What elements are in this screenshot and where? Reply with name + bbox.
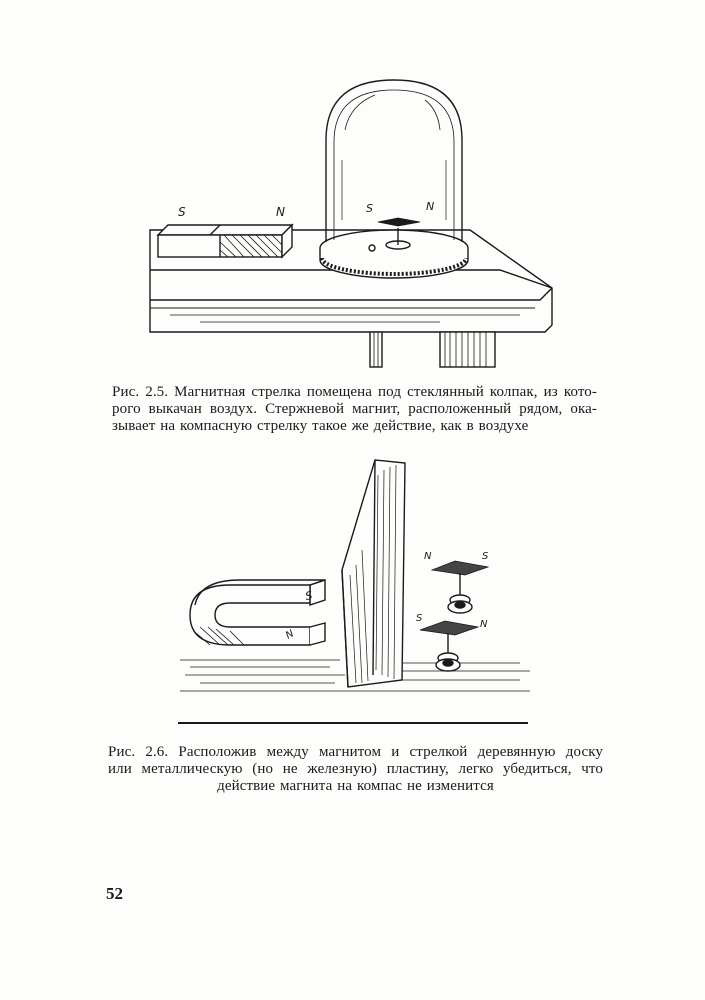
page-number: 52: [106, 884, 123, 903]
figure-2-5-caption: [112, 384, 597, 435]
compass-top-n-label: N: [424, 551, 432, 562]
bar-magnet-n-label: N: [276, 205, 285, 219]
compass-s-label: S: [366, 202, 373, 215]
figure-2-6-illustration: [170, 455, 540, 730]
compass-n-label: N: [426, 200, 435, 213]
compass-bottom-n-label: N: [480, 619, 488, 630]
bar-magnet-s-label: S: [178, 205, 186, 219]
caption-line: рого выкачан воздух. Стержневой магнит, расположенный рядом, ока-: [112, 401, 597, 417]
figure-2-6-caption: [108, 744, 603, 795]
caption-line: Рис. 2.6. Расположив между магнитом и стрелкой деревянную доску: [108, 744, 603, 760]
wooden-board: [342, 460, 405, 687]
table-legs: [370, 332, 495, 367]
bar-magnet: [158, 225, 292, 257]
bell-jar-base: [320, 218, 468, 278]
compass-bottom: [420, 621, 478, 671]
caption-line: действие магнита на компас не изменится: [217, 778, 494, 794]
horseshoe-n-label: N: [284, 628, 296, 642]
compass-bottom-s-label: S: [416, 613, 423, 624]
bell-jar-glass: [326, 80, 462, 242]
caption-line: или металлическую (но не железную) пластину, легко убедиться, что: [108, 761, 603, 777]
compass-top: [432, 561, 488, 613]
compass-top-s-label: S: [482, 551, 489, 562]
horseshoe-s-label: S: [304, 588, 314, 603]
caption-line: зывает на компасную стрелку такое же действие, как в воздухе: [112, 418, 529, 434]
caption-line: Рис. 2.5. Магнитная стрелка помещена под стеклянный колпак, из кото-: [112, 384, 597, 400]
figure-2-5-illustration: [140, 70, 560, 370]
